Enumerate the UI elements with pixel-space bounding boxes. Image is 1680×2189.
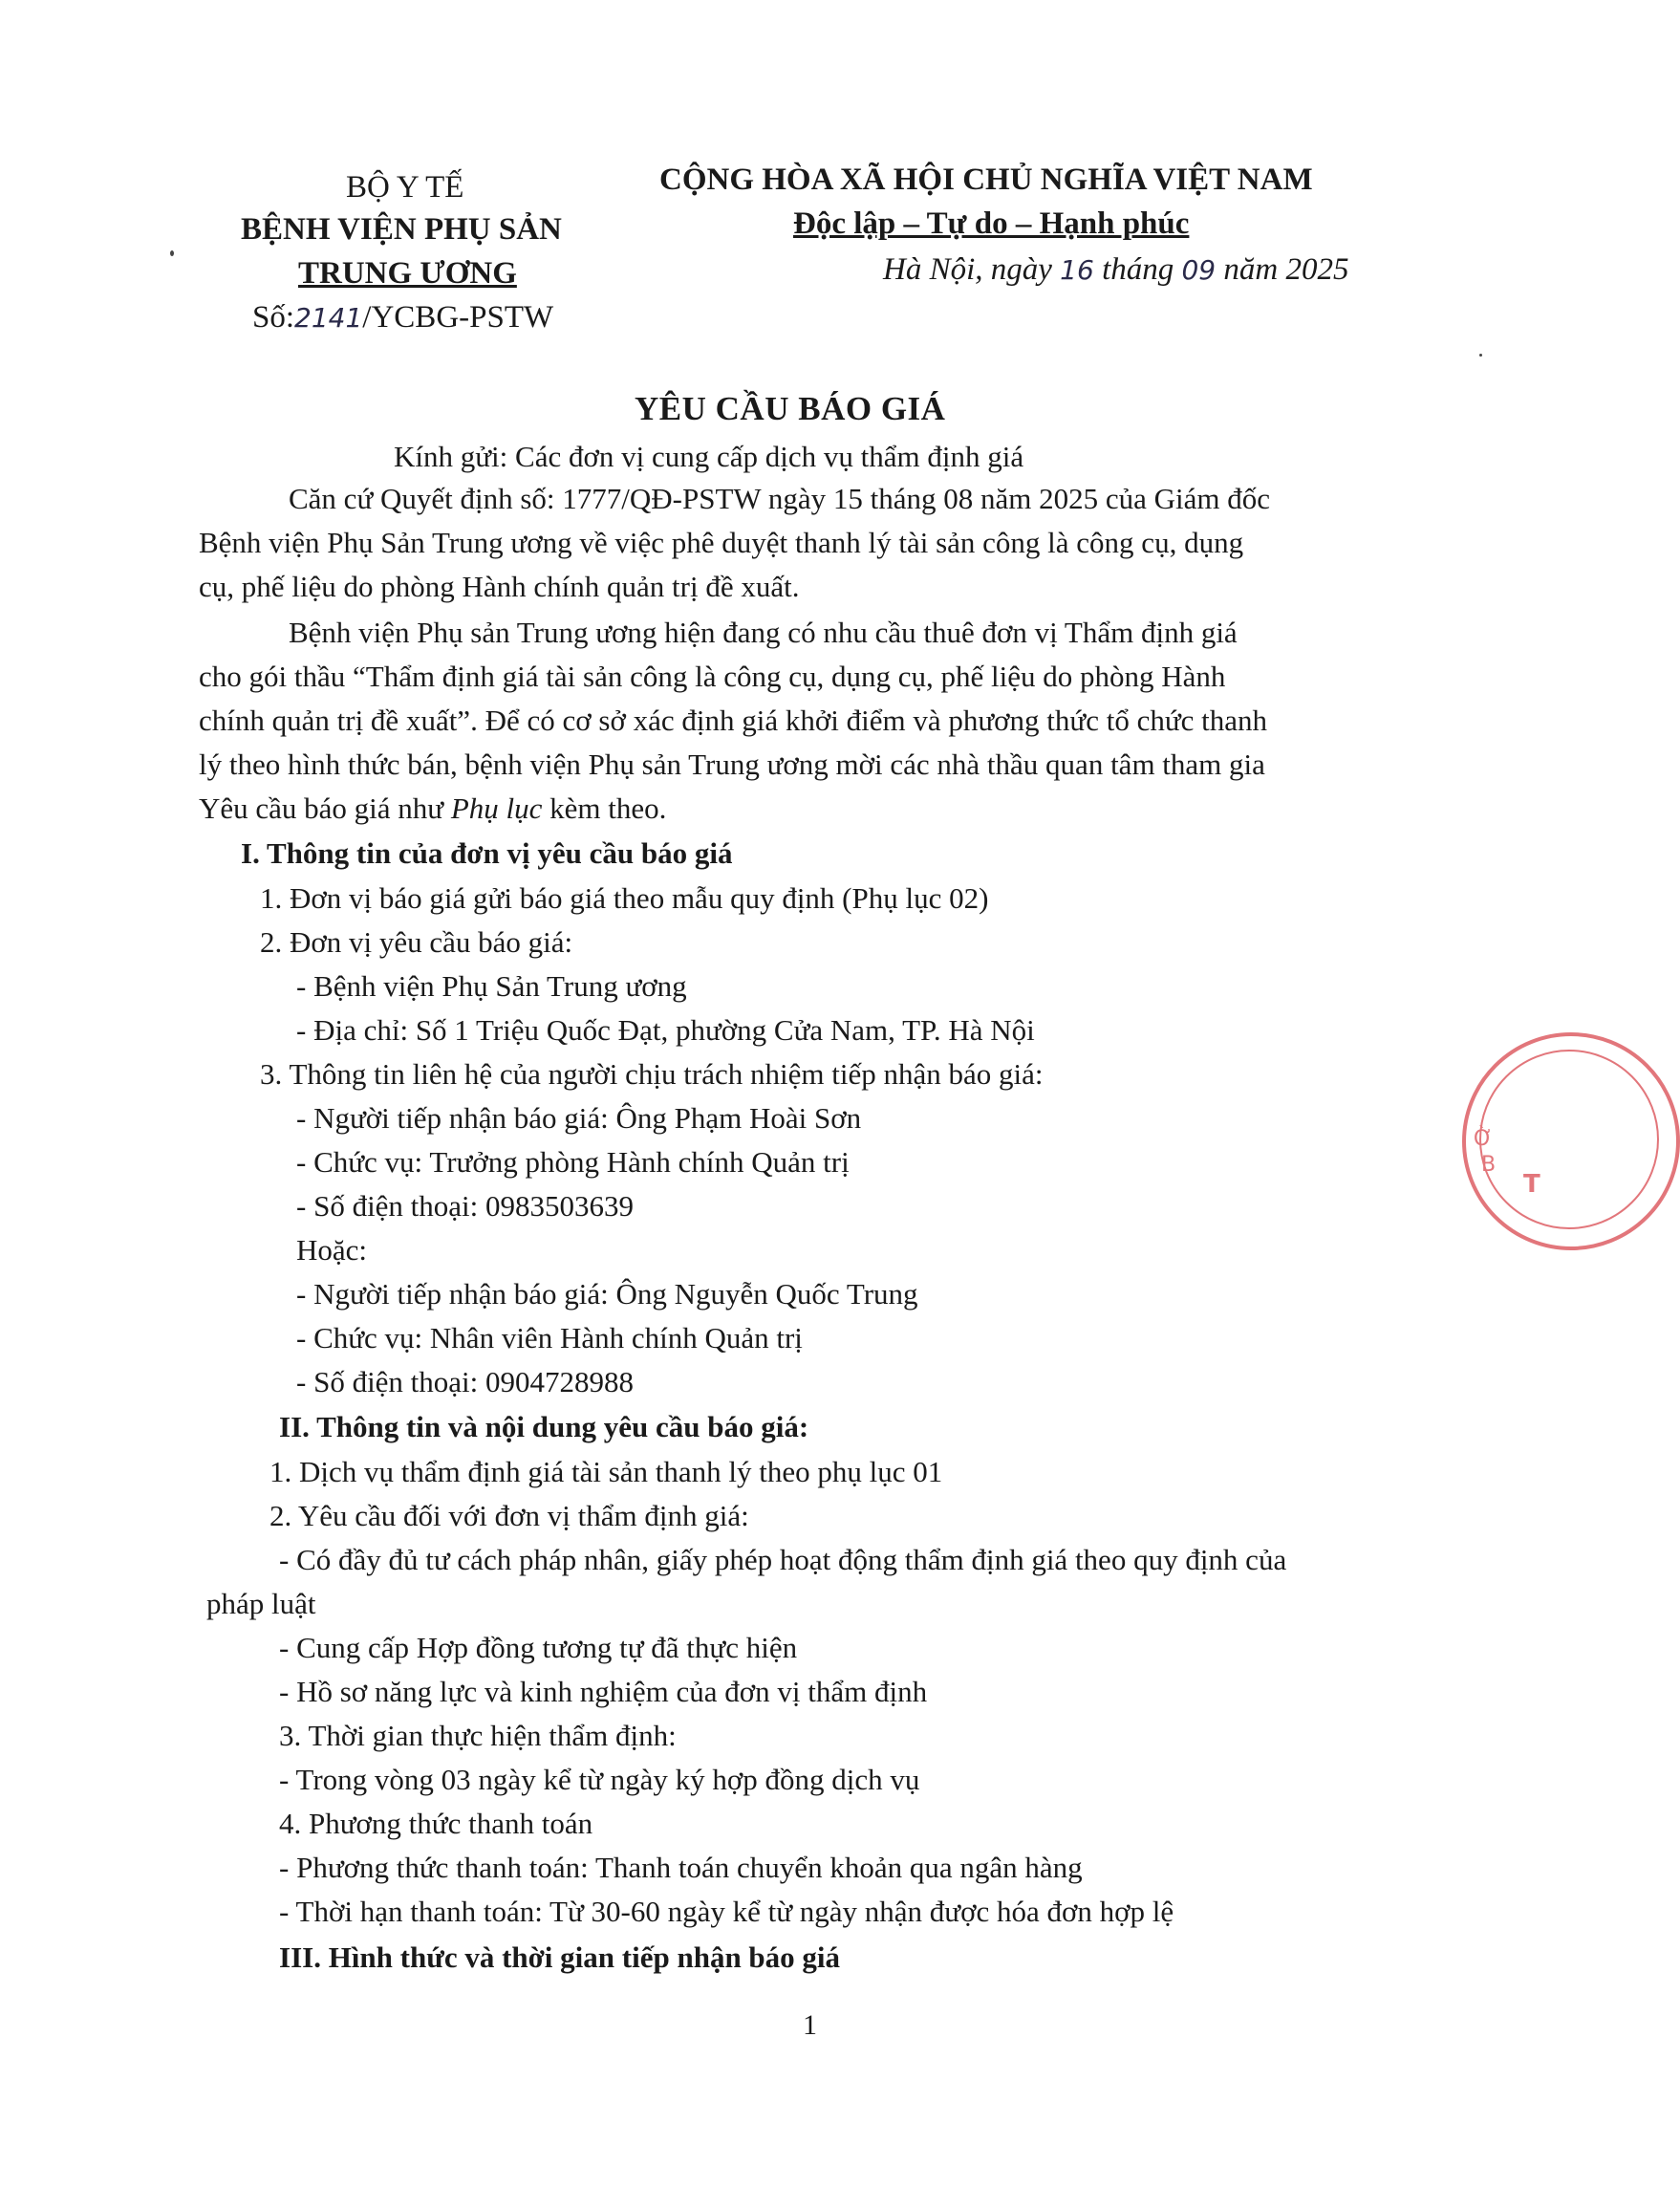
section2-item1: 1. Dịch vụ thẩm định giá tài sản thanh lý theo phụ lục 01 [269,1455,943,1488]
scan-speck [1479,354,1482,357]
red-seal-inner-ring [1479,1050,1659,1229]
document-number-suffix: /YCBG-PSTW [362,300,554,335]
date-month-handwritten: 09 [1181,254,1217,286]
para2-line2: cho gói thầu “Thẩm định giá tài sản công là công cụ, dụng cụ, phế liệu do phòng Hành [199,660,1226,693]
date-prefix: Hà Nội, ngày [883,252,1052,287]
document-title: YÊU CẦU BÁO GIÁ [635,390,946,427]
para2-line1: Bệnh viện Phụ sản Trung ương hiện đang có nhu cầu thuê đơn vị Thẩm định giá [289,616,1238,649]
date-suffix: năm 2025 [1223,252,1349,287]
ministry-name: BỘ Y TẾ [346,170,464,205]
section1-item2a: - Bệnh viện Phụ Sản Trung ương [296,969,687,1003]
para2-line5-end: kèm theo. [542,791,667,825]
section1-item3f: - Số điện thoại: 0904728988 [296,1365,635,1398]
section1-heading: I. Thông tin của đơn vị yêu cầu báo giá [241,836,733,870]
section2-item4: 4. Phương thức thanh toán [279,1807,593,1840]
para2-line5-text: Yêu cầu báo giá như [199,791,451,825]
section2-item2c: - Hồ sơ năng lực và kinh nghiệm của đơn vị thẩm định [279,1675,928,1708]
section2-item2: 2. Yêu cầu đối với đơn vị thẩm định giá: [269,1499,749,1532]
para1-line1: Căn cứ Quyết định số: 1777/QĐ-PSTW ngày 15 tháng 08 năm 2025 của Giám đốc [289,482,1271,515]
section1-item2: 2. Đơn vị yêu cầu báo giá: [260,925,573,959]
national-motto: Độc lập – Tự do – Hạnh phúc [793,206,1190,241]
document-number [252,300,553,336]
section1-item3b: - Chức vụ: Trưởng phòng Hành chính Quản trị [296,1145,850,1179]
stamp-fragment: T [1523,1170,1540,1199]
place-and-date [883,252,1348,288]
para1-line2: Bệnh viện Phụ Sản Trung ương về việc phê duyệt thanh lý tài sản công là công cụ, dụng [199,526,1244,559]
section1-item2b: - Địa chỉ: Số 1 Triệu Quốc Đạt, phường Cửa Nam, TP. Hà Nội [296,1013,1035,1047]
section2-item4a: - Phương thức thanh toán: Thanh toán chuyển khoản qua ngân hàng [279,1851,1083,1884]
stamp-fragment: B [1481,1153,1497,1177]
section2-heading: II. Thông tin và nội dung yêu cầu báo giá: [279,1410,809,1443]
document-number-prefix: Số: [252,300,295,335]
scan-speck [170,250,174,256]
stamp-fragment: Ờ [1474,1127,1494,1151]
page-number: 1 [803,2009,817,2041]
section1-item3e: - Chức vụ: Nhân viên Hành chính Quản trị [296,1321,803,1355]
appendix-reference: Phụ lục [450,791,543,825]
para1-line3: cụ, phế liệu do phòng Hành chính quản trị đề xuất. [199,570,800,603]
document-number-handwritten: 2141 [294,302,363,334]
para2-line5 [199,791,666,826]
date-day-handwritten: 16 [1060,254,1094,286]
section2-item2b: - Cung cấp Hợp đồng tương tự đã thực hiện [279,1631,798,1664]
para2-line3: chính quản trị đề xuất”. Để có cơ sở xác định giá khởi điểm và phương thức tổ chức thanh [199,704,1268,737]
section1-item3a: - Người tiếp nhận báo giá: Ông Phạm Hoài Sơn [296,1101,862,1135]
section2-item4b: - Thời hạn thanh toán: Từ 30-60 ngày kể từ ngày nhận được hóa đơn hợp lệ [279,1895,1174,1928]
hospital-name-line1: BỆNH VIỆN PHỤ SẢN [241,212,562,247]
red-seal-stamp [1462,1032,1680,1250]
country-name: CỘNG HÒA XÃ HỘI CHỦ NGHĨA VIỆT NAM [659,163,1313,197]
section1-item3c: - Số điện thoại: 0983503639 [296,1189,635,1223]
section2-item3: 3. Thời gian thực hiện thẩm định: [279,1719,677,1752]
section1-item1: 1. Đơn vị báo giá gửi báo giá theo mẫu quy định (Phụ lục 02) [260,881,989,915]
section1-item3: 3. Thông tin liên hệ của người chịu trách nhiệm tiếp nhận báo giá: [260,1057,1044,1091]
date-month-label: tháng [1102,252,1174,287]
recipient-line: Kính gửi: Các đơn vị cung cấp dịch vụ thẩm định giá [394,440,1024,473]
hospital-name-line2: TRUNG ƯƠNG [298,256,517,291]
section1-or: Hoặc: [296,1233,368,1267]
para2-line4: lý theo hình thức bán, bệnh viện Phụ sản Trung ương mời các nhà thầu quan tâm tham gia [199,748,1265,781]
section2-item2a-line1: - Có đầy đủ tư cách pháp nhân, giấy phép hoạt động thẩm định giá theo quy định của [279,1543,1287,1576]
section2-item3a: - Trong vòng 03 ngày kể từ ngày ký hợp đồng dịch vụ [279,1763,920,1796]
section1-item3d: - Người tiếp nhận báo giá: Ông Nguyễn Quốc Trung [296,1277,918,1311]
section3-heading: III. Hình thức và thời gian tiếp nhận báo giá [279,1940,841,1974]
section2-item2a-line2: pháp luật [206,1587,316,1620]
